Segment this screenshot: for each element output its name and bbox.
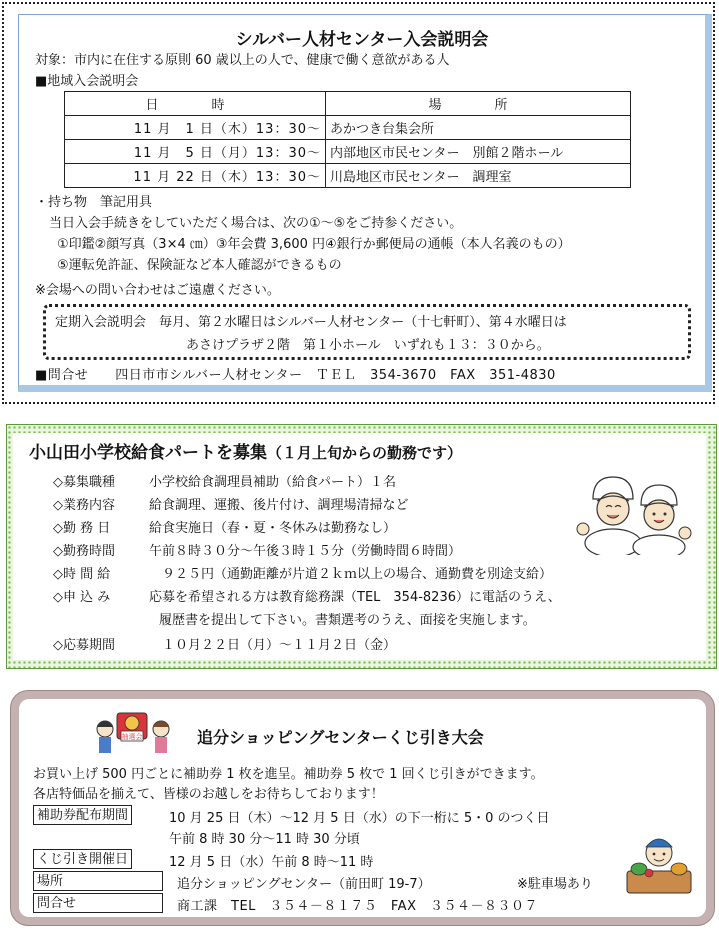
list-item	[53, 494, 408, 516]
row-datetime: 11 月 5 日（月）13：30～	[65, 140, 326, 164]
silver-center-notice	[2, 2, 715, 404]
table-row	[65, 116, 631, 140]
header-place: 場 所	[326, 92, 631, 116]
item-label: ◇業務内容	[53, 498, 115, 513]
row-place: 内部地区市民センター 別館２階ホール	[326, 140, 631, 164]
list-item	[53, 471, 396, 493]
venue-note: ※会場への問い合わせはご遠慮ください。	[35, 283, 280, 298]
place-value: 追分ショッピングセンター（前田町 19-7）	[177, 877, 431, 892]
lottery-title: 追分ショッピングセンターくじ引き大会	[197, 728, 484, 747]
intro-line2: 各店特価品を揃えて、皆様のお越しをお待ちしております！	[33, 787, 384, 802]
item-label: ◇応募期間	[53, 638, 115, 653]
item-label: ◇時 間 給	[53, 567, 111, 582]
item-label: ◇勤務時間	[53, 544, 115, 559]
lunch-staff-panel	[13, 433, 706, 660]
contact-line: ■問合せ 四日市市シルバー人材センター ＴＥＬ 354-3670 FAX 351-4830	[35, 368, 556, 383]
distribution-period-value: 10 月 25 日（木）～12 月 5 日（水）の下一桁に 5・0 のつく日	[169, 811, 550, 826]
item-value: 小学校給食調理員補助（給食パート）１名	[149, 475, 397, 490]
item-value: 給食実施日（春・夏・冬休みは勤務なし）	[149, 521, 397, 536]
regular-session-box	[43, 304, 691, 360]
contact-label: 問合せ	[33, 893, 163, 913]
procedure-text: 当日入会手続きをしていただく場合は、次の①～⑤をご持参ください。	[49, 216, 463, 231]
list-item	[53, 634, 396, 656]
lottery-event-notice	[10, 690, 715, 926]
intro-line1: お買い上げ 500 円ごとに補助券 1 枚を進呈。補助券 5 枚で 1 回くじ引きができます。	[33, 767, 544, 782]
item-value: 応募を希望される方は教育総務課（TEL 354-8236）に電話のうえ、	[149, 590, 561, 605]
item-label: ◇募集職種	[53, 475, 115, 490]
item-value: 午前８時３０分～午後３時１５分（労働時間６時間）	[149, 544, 462, 559]
vendor-illustration	[619, 829, 699, 899]
recruitment-title-note: （１月上旬からの勤務です）	[267, 444, 463, 462]
item-label: ◇申 込 み	[53, 590, 111, 605]
item-value: ９２５円（通勤距離が片道２ｋｍ以上の場合、通勤費を別途支給）	[149, 567, 553, 582]
list-item	[53, 517, 396, 539]
row-datetime: 11 月 22 日（木）13：30～	[65, 164, 326, 188]
silver-center-panel	[18, 14, 712, 392]
recruitment-title-main: 小山田小学校給食パートを募集	[29, 443, 267, 463]
apply-continuation: 履歴書を提出して下さい。書類選考のうえ、面接を実施します。	[159, 613, 536, 628]
row-place: あかつき台集会所	[326, 116, 631, 140]
lottery-sign-text: 抽選会	[121, 733, 143, 741]
table-row	[65, 164, 631, 188]
item-label: ◇勤 務 日	[53, 521, 111, 536]
item-value: 給食調理、運搬、後片付け、調理場清掃など	[149, 498, 409, 513]
list-item	[53, 563, 552, 585]
row-place: 川島地区市民センター 調理室	[326, 164, 631, 188]
lunch-cooks-illustration	[573, 469, 693, 555]
session-schedule-table	[64, 91, 631, 188]
place-label: 場所	[33, 871, 163, 891]
lottery-date-value: 12 月 5 日（水）午前 8 時～11 時	[169, 855, 374, 870]
required-items-line1: ①印鑑②顔写真（3×4 ㎝）③年会費 3,600 円④銀行か郵便局の通帳（本人名義のもの）	[57, 237, 571, 252]
lottery-illustration	[95, 707, 173, 757]
table-row	[65, 140, 631, 164]
row-datetime: 11 月 1 日（木）13：30～	[65, 116, 326, 140]
lottery-event-panel	[19, 699, 706, 917]
distribution-hours: 午前 8 時 30 分～11 時 30 分頃	[169, 832, 360, 847]
regular-session-line2: あさけプラザ２階 第１小ホール いずれも１３：３０から。	[186, 338, 550, 353]
lunch-staff-recruitment	[6, 424, 717, 669]
header-datetime: 日 時	[65, 92, 326, 116]
lottery-date-label: くじ引き開催日	[33, 849, 132, 869]
list-item	[53, 586, 561, 608]
bring-items: ・持ち物 筆記用具	[35, 195, 153, 210]
target-text: 対象：市内に在住する原則 60 歳以上の人で、健康で働く意欲がある人	[35, 53, 450, 68]
recruitment-title	[29, 438, 462, 463]
regional-heading: ■地域入会説明会	[35, 74, 139, 89]
required-items-line2: ⑤運転免許証、保険証など本人確認ができるもの	[57, 258, 342, 273]
table-header-row	[65, 92, 631, 116]
item-value: １０月２２日（月）～１１月２日（金）	[149, 638, 397, 653]
list-item	[53, 540, 461, 562]
regular-session-line1: 定期入会説明会 毎月、第２水曜日はシルバー人材センター（十七軒町）、第４水曜日は	[55, 315, 567, 330]
parking-note: ※駐車場あり	[517, 877, 593, 892]
distribution-period-label: 補助券配布期間	[33, 805, 132, 825]
silver-center-title: シルバー人材センター入会説明会	[235, 30, 489, 50]
contact-value: 商工課 TEL ３５４－８１７５ FAX ３５４－８３０７	[177, 899, 538, 914]
